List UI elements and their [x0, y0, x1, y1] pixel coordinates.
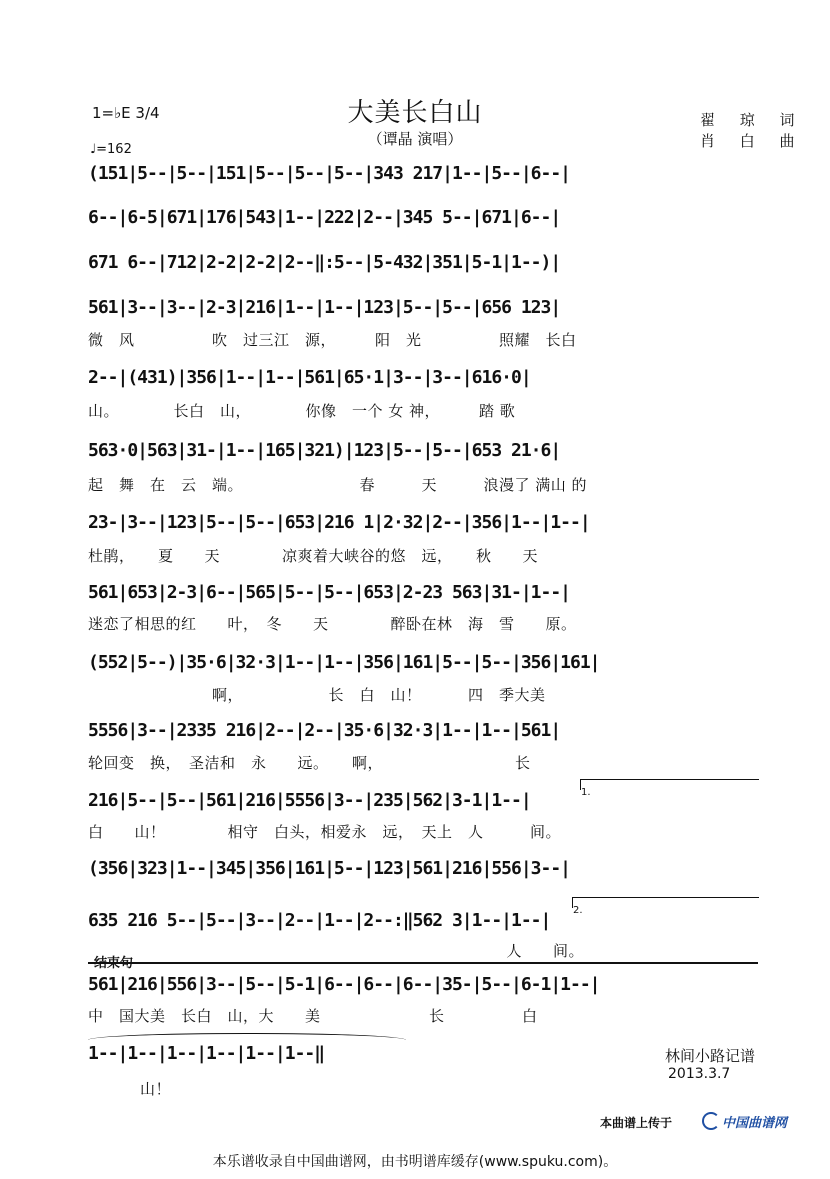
lyric-line-5: 迷恋了相思的红 叶， 冬 天 醉卧在林 海 雪 原。	[88, 615, 577, 633]
score-row-1: (151|5--|5--|151|5--|5--|5--|343 217|1--|5--|6--|	[88, 163, 571, 184]
score-row-5: 2--|(431)|356|1--|1--|561|65·1|3--|3--|616·0|	[88, 367, 531, 388]
lyric-line-7: 轮回变 换， 圣洁和 永 远。 啊， 长	[88, 754, 531, 772]
song-subtitle: （谭晶 演唱）	[367, 130, 463, 148]
transcription-date: 2013.3.7	[668, 1066, 731, 1082]
song-title: 大美长白山	[347, 98, 483, 128]
score-row-14: 561|216|556|3--|5--|5-1|6--|6--|6--|35-|5--|6-1|1--|	[88, 974, 600, 995]
lyric-line-1: 微 风 吹 过三江 源， 阳 光 照耀 长白	[88, 331, 577, 349]
site-brand: 中国曲谱网	[722, 1116, 788, 1131]
lyric-line-4: 杜鹃， 夏 天 凉爽着大峡谷的悠 远， 秋 天	[88, 547, 539, 565]
site-logo-icon	[702, 1112, 720, 1130]
score-row-2: 6--|6-5|671|176|543|1--|222|2--|345 5--|671|6--|	[88, 207, 561, 228]
score-row-15: 1--|1--|1--|1--|1--|1--‖	[88, 1043, 325, 1064]
score-row-12: (356|323|1--|345|356|161|5--|123|561|216|556|3--|	[88, 858, 571, 879]
footer-note: 本乐谱收录自中国曲谱网，由书明谱库缓存(www.spuku.com)。	[212, 1154, 618, 1170]
score-row-8: 561|653|2-3|6--|565|5--|5--|653|2-23 563|31-|1--|	[88, 582, 571, 603]
score-row-9: (552|5--)|35·6|32·3|1--|1--|356|161|5--|5--|356|161|	[88, 652, 600, 673]
first-ending-bracket	[580, 779, 759, 798]
score-row-6: 563·0|563|31-|1--|165|321)|123|5--|5--|653 21·6|	[88, 440, 561, 461]
lyric-line-2: 山。 长白 山， 你像 一个 女 神， 踏 歌	[88, 402, 516, 420]
tempo-marking: ♩=162	[90, 142, 132, 157]
lyric-line-9: 人 间。	[88, 942, 585, 960]
upload-note: 本曲谱上传于	[600, 1116, 673, 1130]
composer-credit: 肖 白 曲	[700, 132, 805, 150]
score-row-10: 5556|3--|2335 216|2--|2--|35·6|32·3|1--|1--|561|	[88, 720, 561, 741]
final-tie	[88, 1033, 406, 1040]
score-row-11: 216|5--|5--|561|216|5556|3--|235|562|3-1|1--|	[88, 790, 531, 811]
score-row-3: 671 6--|712|2-2|2-2|2--‖:5--|5-432|351|5-1|1--)|	[88, 252, 561, 273]
score-row-13: 635 216 5--|5--|3--|2--|1--|2--:‖562 3|1--|1--|	[88, 910, 551, 931]
score-row-7: 23-|3--|123|5--|5--|653|216 1|2·32|2--|356|1--|1--|	[88, 512, 590, 533]
lyric-line-8: 白 山！ 相守 白头，相爱永 远， 天上 人 间。	[88, 823, 562, 841]
first-ending-label: 1.	[581, 787, 591, 798]
lyric-line-3: 起 舞 在 云 端。 春 天 浪漫了 满山 的	[88, 476, 588, 494]
lyric-line-10: 中 国大美 长白 山，大 美 长 白	[88, 1007, 538, 1025]
ending-phrase-label: 结束句	[94, 956, 134, 971]
lyric-line-6: 啊， 长 白 山！ 四 季大美	[88, 686, 546, 704]
coda-divider	[88, 962, 758, 964]
transcriber-credit: 林间小路记谱	[664, 1047, 755, 1065]
lyric-line-11: 山！	[140, 1080, 172, 1098]
lyricist-credit: 翟 琼 词	[700, 111, 805, 129]
second-ending-label: 2.	[573, 905, 583, 916]
second-ending-bracket	[572, 897, 759, 916]
key-signature: 1=♭E 3/4	[92, 104, 160, 122]
score-row-4: 561|3--|3--|2-3|216|1--|1--|123|5--|5--|656 123|	[88, 297, 561, 318]
